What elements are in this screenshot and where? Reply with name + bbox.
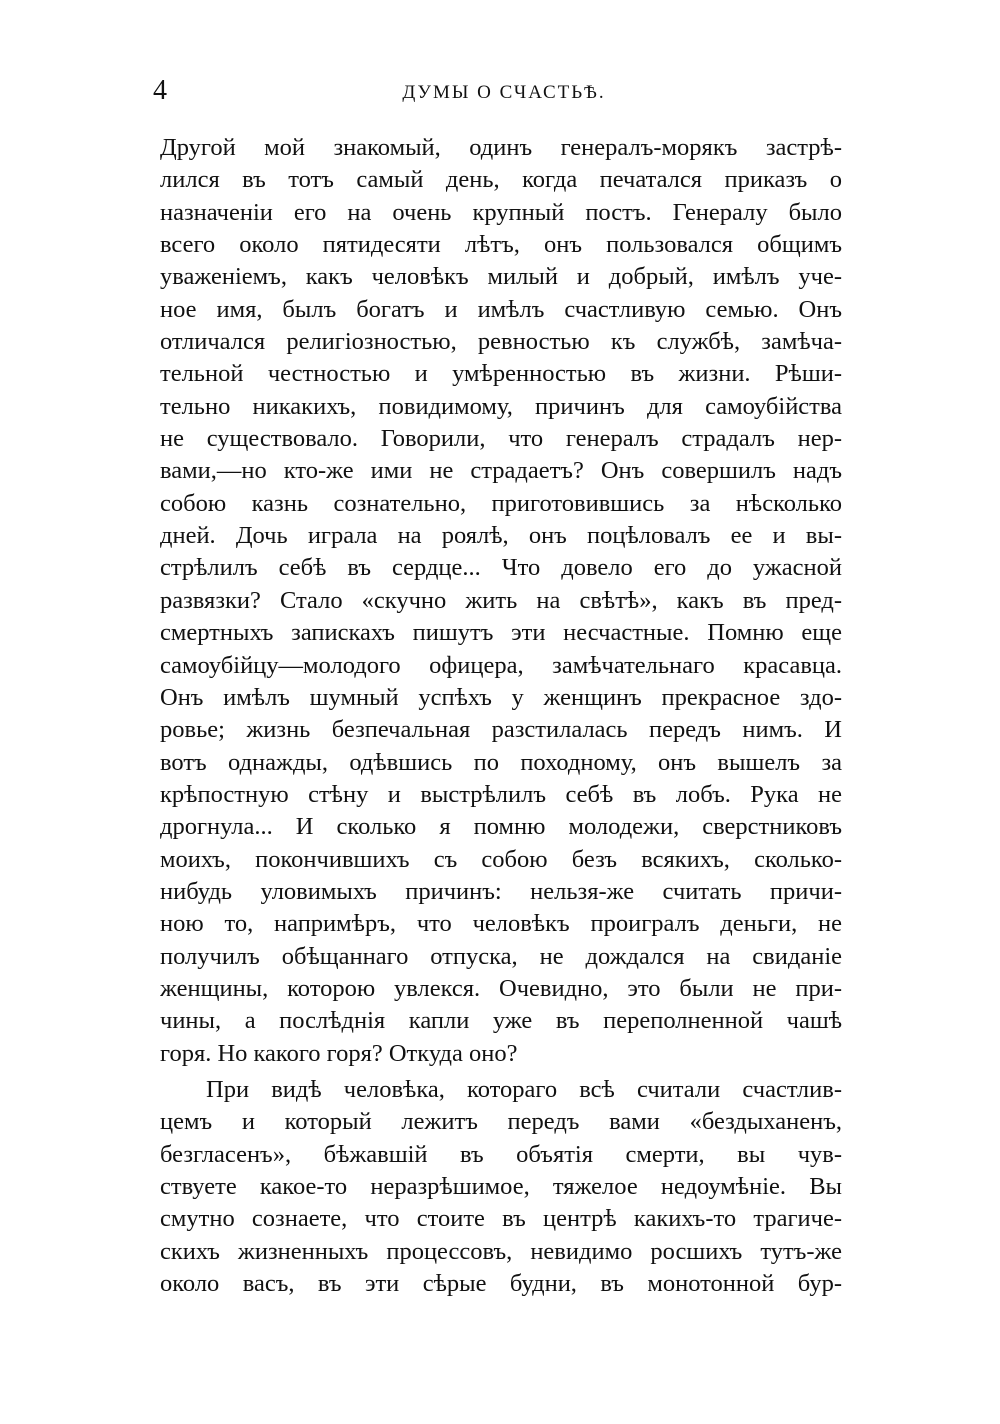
text-line: ное имя, былъ богатъ и имѣлъ счастливую семью. Онъ bbox=[160, 295, 842, 323]
text-line: самоубiйцу—молодого офицера, замѣчательнаго красавца. bbox=[160, 651, 842, 679]
text-line: тельной честностью и умѣренностью въ жизни. Рѣши- bbox=[160, 360, 842, 388]
text-line: вотъ однажды, одѣвшись по походному, онъ вышелъ за bbox=[160, 748, 842, 776]
text-line: около васъ, въ эти сѣрые будни, въ монотонной бур- bbox=[160, 1270, 842, 1298]
running-title: ДУМЫ О СЧАСТЬѢ. bbox=[402, 82, 606, 103]
text-line: смутно сознаете, что стоите въ центрѣ какихъ-то трагиче- bbox=[160, 1205, 842, 1233]
text-line: всего около пятидесяти лѣтъ, онъ пользовался общимъ bbox=[160, 231, 842, 259]
text-line: вами,—но кто-же ими не страдаетъ? Онъ совершилъ надъ bbox=[160, 457, 842, 485]
text-line: горя. Но какого горя? Откуда оно? bbox=[160, 1039, 518, 1067]
text-line: стрѣлилъ себѣ въ сердце... Что довело его до ужасной bbox=[160, 554, 842, 582]
page-number: 4 bbox=[153, 75, 167, 106]
text-line: женщины, которою увлекся. Очевидно, это были не при- bbox=[160, 974, 842, 1002]
text-line: Онъ имѣлъ шумный успѣхъ у женщинъ прекрасное здо- bbox=[160, 683, 842, 711]
text-line: чины, а послѣднiя капли уже въ переполненной чашѣ bbox=[160, 1007, 842, 1035]
text-line: смертныхъ запискахъ пишутъ эти несчастные. Помню еще bbox=[160, 619, 842, 647]
text-line: ровье; жизнь безпечальная разстилалась передъ нимъ. И bbox=[160, 716, 842, 744]
text-line: Другой мой знакомый, одинъ генералъ-морякъ застрѣ- bbox=[160, 134, 842, 161]
text-line: получилъ обѣщаннаго отпуска, не дождался на свиданiе bbox=[160, 942, 842, 970]
text-line: тельно никакихъ, повидимому, причинъ для самоубiйства bbox=[160, 392, 842, 420]
text-line: дней. Дочь играла на роялѣ, онъ поцѣловалъ ее и вы- bbox=[160, 522, 842, 550]
text-line: развязки? Стало «скучно жить на свѣтѣ», какъ въ пред- bbox=[160, 586, 842, 614]
text-line: отличался религiозностью, ревностью къ службѣ, замѣча- bbox=[160, 328, 842, 356]
text-line: нибудь уловимыхъ причинъ: нельзя-же считать причи- bbox=[160, 877, 842, 905]
text-line: ною то, напримѣръ, что человѣкъ проигралъ деньги, не bbox=[160, 910, 842, 938]
text-line: крѣпостную стѣну и выстрѣлилъ себѣ въ лобъ. Рука не bbox=[160, 780, 842, 808]
text-line: дрогнула... И сколько я помню молодежи, сверстниковъ bbox=[160, 813, 842, 841]
text-line: собою казнь сознательно, приготовившись за нѣсколько bbox=[160, 489, 842, 517]
paragraph-1 bbox=[160, 132, 842, 1070]
text-line: моихъ, покончившихъ съ собою безъ всякихъ, сколько- bbox=[160, 845, 842, 873]
text-line: уваженiемъ, какъ человѣкъ милый и добрый, имѣлъ уче- bbox=[160, 263, 842, 291]
text-line: цемъ и который лежитъ передъ вами «бездыханенъ, bbox=[160, 1108, 842, 1136]
body-text bbox=[160, 132, 842, 1300]
text-line: ствуете какое-то неразрѣшимое, тяжелое недоумѣнiе. Вы bbox=[160, 1173, 842, 1200]
text-line: скихъ жизненныхъ процессовъ, невидимо росшихъ тутъ-же bbox=[160, 1237, 842, 1265]
text-line: При видѣ человѣка, котораго всѣ считали счастлив- bbox=[206, 1075, 842, 1103]
text-line: лился въ тотъ самый день, когда печатался приказъ о bbox=[160, 166, 842, 194]
text-line: назначенiи его на очень крупный постъ. Генералу было bbox=[160, 198, 842, 226]
paragraph-2 bbox=[160, 1074, 842, 1300]
text-line: безгласенъ», бѣжавшiй въ объятiя смерти, вы чув- bbox=[160, 1140, 842, 1168]
text-line: не существовало. Говорили, что генералъ страдалъ нер- bbox=[160, 425, 842, 453]
